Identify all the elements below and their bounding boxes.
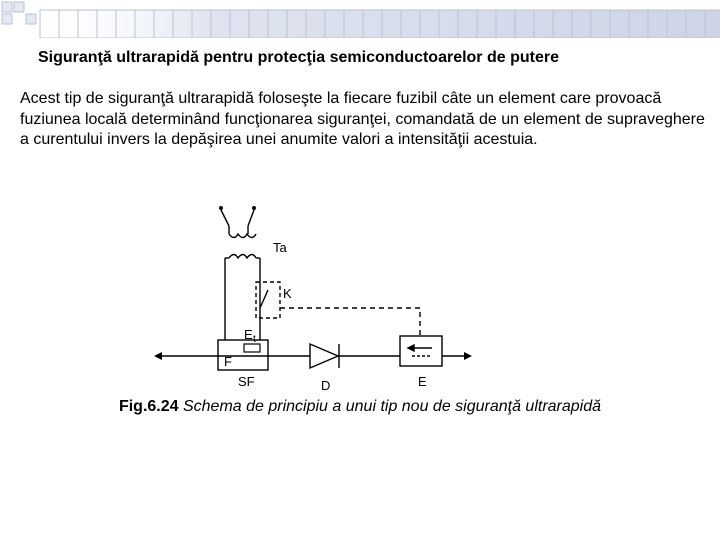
diode-symbol xyxy=(310,344,338,368)
switch-contact xyxy=(260,290,268,308)
figure-caption-text: Schema de principiu a unui tip nou de siguranţă ultrarapidă xyxy=(182,398,602,415)
label-element-main: E xyxy=(244,327,253,342)
label-fuse-mark: F xyxy=(224,354,232,369)
sensor-box xyxy=(400,336,442,366)
label-switch: K xyxy=(283,286,292,301)
decorative-header-band xyxy=(0,0,720,38)
label-diode: D xyxy=(321,378,331,393)
label-fuse: SF xyxy=(238,374,255,389)
primary-winding xyxy=(229,234,256,238)
figure-number: Fig.6.24 xyxy=(118,398,179,415)
page-title: Siguranţă ultrarapidă pentru protecţia semiconductoarelor de putere xyxy=(38,49,559,66)
circuit-diagram xyxy=(150,196,480,396)
primary-lead-right xyxy=(248,210,254,226)
figure-caption xyxy=(0,398,720,416)
secondary-winding xyxy=(229,255,256,259)
terminal-right-arrow xyxy=(464,352,472,360)
label-element-sub: t xyxy=(253,334,256,345)
label-transformer: Ta xyxy=(273,240,287,255)
fuse-element-et xyxy=(244,344,260,352)
body-paragraph: Acest tip de siguranţă ultrarapidă foloseşte la fiecare fuzibil câte un element care provoacă fuziunea locală determinând funcţionarea siguranţei, comandată de un element de supraveghere a curentului invers la depăşirea unei anumite valori a intensităţii acestuia. xyxy=(20,90,705,148)
control-line xyxy=(280,308,420,336)
label-sensor: E xyxy=(418,374,427,389)
terminal-left-arrow xyxy=(154,352,162,360)
primary-lead-left xyxy=(221,210,229,226)
